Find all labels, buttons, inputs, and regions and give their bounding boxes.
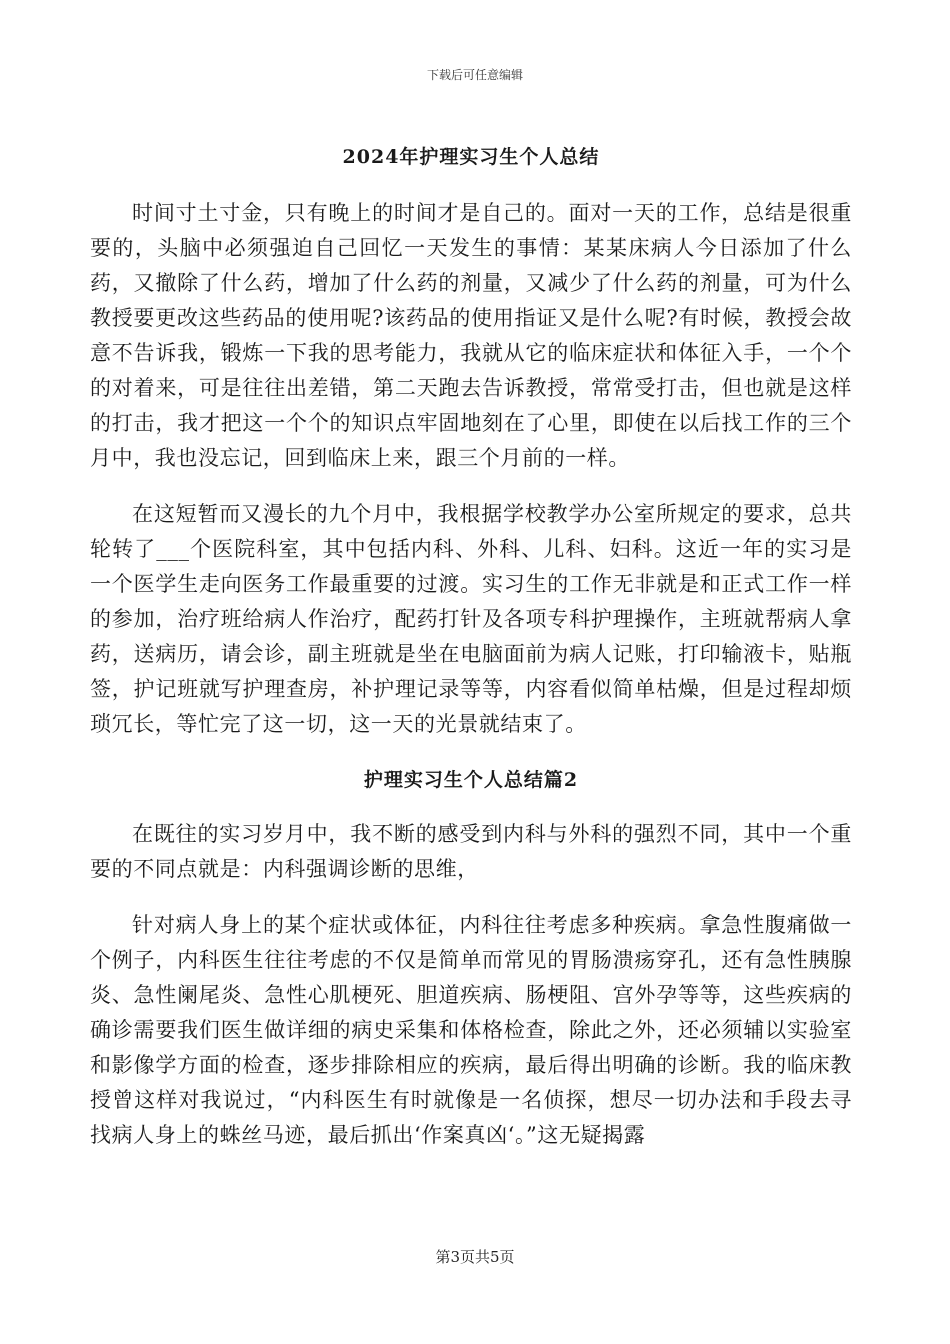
header-note: 下载后可任意编辑 — [426, 68, 523, 82]
paragraph-2: 在这短暂而又漫长的九个月中，我根据学校教学办公室所规定的要求，总共轮转了___个医院科室，其中包括内科、外科、儿科、妇科。这近一年的实习是一个医学生走向医务工作最重要的过渡。实习生的工作无非就是和正式工作一样的参加，治疗班给病人作治疗，配药打针及各项专科护理操作，主班就帮病人拿药，送病历，请会诊，副主班就是坐在电脑面前为病人记账，打印输液卡，贴瓶签，护记班就写护理查房，补护理记录等等，内容看似简单枯燥，但是过程却烦琐冗长，等忙完了这一切，这一天的光景就结束了。 — [90, 502, 852, 736]
section-2-title: 护理实习生个人总结篇2 — [363, 769, 579, 791]
document-title: 2024年护理实习生个人总结 — [342, 146, 600, 168]
paragraph-1: 时间寸土寸金，只有晚上的时间才是自己的。面对一天的工作，总结是很重要的，头脑中必须强迫自己回忆一天发生的事情：某某床病人今日添加了什么药，又撤除了什么药，增加了什么药的剂量，又减少了什么药的剂量，可为什么教授要更改这些药品的使用呢?该药品的使用指证又是什么呢?有时候，教授会故意不告诉我，锻炼一下我的思考能力，我就从它的临床症状和体征入手，一个个的对着来，可是往往出差错，第二天跑去告诉教授，常常受打击，但也就是这样的打击，我才把这一个个的知识点牢固地刻在了心里，即使在以后找工作的三个月中，我也没忘记，回到临床上来，跟三个月前的一样。 — [90, 201, 852, 470]
document-body — [90, 140, 852, 1174]
section-2-paragraph-2: 针对病人身上的某个症状或体征，内科往往考虑多种疾病。拿急性腹痛做一个例子，内科医生往往考虑的不仅是简单而常见的胃肠溃疡穿孔，还有急性胰腺炎、急性阑尾炎、急性心肌梗死、胆道疾病、肠梗阻、宫外孕等等，这些疾病的确诊需要我们医生做详细的病史采集和体格检查，除此之外，还必须辅以实验室和影像学方面的检查，逐步排除相应的疾病，最后得出明确的诊断。我的临床教授曾这样对我说过，“内科医生有时就像是一名侦探，想尽一切办法和手段去寻找病人身上的蛛丝马迹，最后抓出‘作案真凶‘。”这无疑揭露 — [90, 913, 852, 1147]
page-number: 第3页共5页 — [435, 1248, 515, 1266]
section-2-paragraph-1: 在既往的实习岁月中，我不断的感受到内科与外科的强烈不同，其中一个重要的不同点就是：内科强调诊断的思维， — [90, 822, 852, 881]
